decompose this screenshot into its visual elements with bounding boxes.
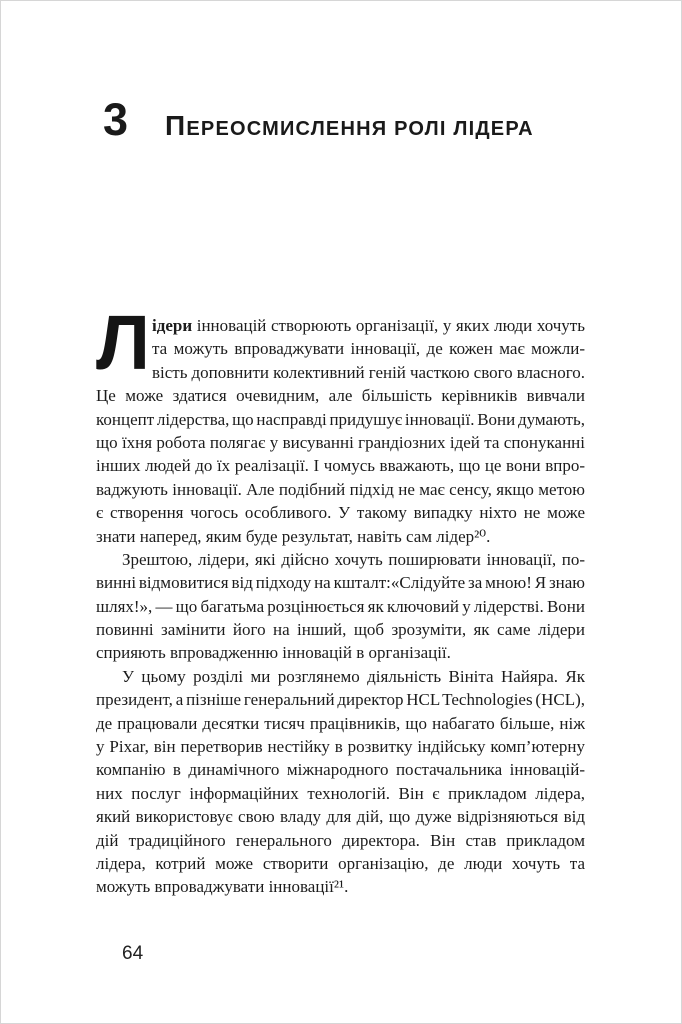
lead-word-bold: ідери bbox=[152, 316, 193, 335]
text-line: ваджують інновації. Але подібний підхід не має сенсу, якщо метою bbox=[96, 479, 585, 499]
text-line: концепт лідерства, що насправді придушує інновації. Вони думають, bbox=[96, 409, 585, 429]
text-line: та можуть впроваджувати інновації, де кожен має можли- bbox=[152, 339, 585, 359]
text-line: сприяють впровадженню інновацій в організації. bbox=[96, 643, 451, 663]
text-line: У цьому розділі ми розглянемо діяльність Вініта Найяра. Як bbox=[122, 666, 585, 686]
text-line: знати наперед, яким буде результат, навіть сам лідер²⁰. bbox=[96, 526, 491, 546]
text-line: них послуг інформаційних технологій. Він є прикладом лідера, bbox=[96, 783, 585, 803]
text-line: дій традиційного генерального директора. Він став прикладом bbox=[96, 830, 585, 850]
text-line: що їхня робота полягає у висуванні грандіозних ідей та спонуканні bbox=[96, 432, 585, 452]
drop-cap: Л bbox=[96, 300, 151, 386]
paragraph-1 bbox=[96, 300, 585, 548]
text-line: президент, а пізніше генеральний директор HCL Technologies (HCL), bbox=[96, 690, 585, 710]
text-line: Це може здатися очевидним, але більшість керівників вивчали bbox=[96, 386, 585, 406]
text-line-rest: інновацій створюють організації, у яких люди хочуть bbox=[192, 316, 585, 335]
chapter-number: 3 bbox=[103, 94, 129, 145]
chapter-header bbox=[103, 94, 534, 145]
text-line bbox=[96, 314, 585, 337]
text-line: де працювали десятки тисяч працівників, що набагато більше, ніж bbox=[96, 713, 585, 733]
page-number: 64 bbox=[122, 943, 144, 964]
body-text bbox=[96, 300, 586, 899]
text-line: шлях!», — що багатьма розцінюється як ключовий у лідерстві. Вони bbox=[96, 596, 585, 616]
text-line: можуть впроваджувати інновації²¹. bbox=[96, 877, 349, 897]
text-line: вість доповнити колективний геній часткою свого власного. bbox=[152, 362, 585, 382]
text-line: є створення чогось особливого. У такому випадку ніхто не може bbox=[96, 503, 585, 523]
text-line: у Pixar, він перетворив нестійку в розвитку індійську комп’ютерну bbox=[96, 737, 585, 757]
text-line: компанію в динамічного міжнародного постачальника інновацій- bbox=[96, 760, 585, 780]
text-line: Зрештою, лідери, які дійсно хочуть поширювати інновації, по- bbox=[122, 549, 585, 569]
text-line: повинні замінити його на інший, щоб зрозуміти, як саме лідери bbox=[96, 620, 585, 640]
paragraph-2 bbox=[96, 548, 585, 665]
paragraph-3 bbox=[96, 665, 585, 899]
text-line: який використовує свою владу для дій, що дуже відрізняються від bbox=[96, 807, 585, 827]
chapter-title: ПЕРЕОСМИСЛЕННЯ РОЛІ ЛІДЕРА bbox=[165, 110, 534, 141]
text-line: винні відмовитися від підходу на кшталт:«Слідуйте за мною! Я знаю bbox=[96, 573, 586, 593]
text-line: лідера, котрий може створити організацію, де люди хочуть та bbox=[96, 853, 585, 873]
text-line: інших людей до їх реалізації. І чомусь вважають, що це вони впро- bbox=[96, 456, 585, 476]
